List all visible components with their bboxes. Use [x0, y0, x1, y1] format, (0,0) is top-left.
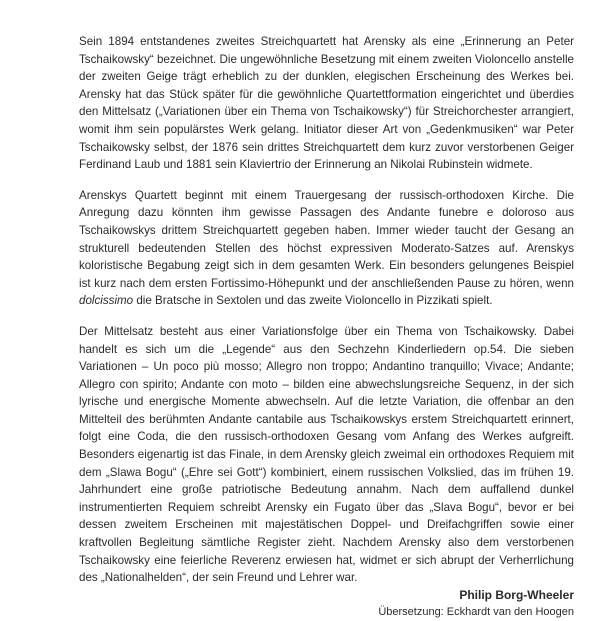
document-page — [79, 33, 574, 621]
translation-credit: Übersetzung: Eckhardt van den Hoogen — [378, 605, 574, 618]
paragraph-1: Sein 1894 entstandenes zweites Streichquartett hat Arensky als eine „Erinnerung an Peter Tschaikowsky“ bezeichnet. Die ungewöhnliche Besetzung mit einem zweiten Violoncello anstelle der zweiten Geige trägt erheblich zu der dunklen, elegischen Erscheinung des Werkes bei. Arensky hat das Stück später für die gewöhnliche Quartettformation eingerichtet und überdies den Mittelsatz („Variationen über ein Thema von Tschaikowsky“) für Streichorchester arrangiert, womit ihm sein populärstes Werk gelang. Initiator dieser Art von „Gedenkmusiken“ war Peter Tschaikowsky selbst, der 1876 sein drittes Streichquartett dem kurz zuvor verstorbenen Geiger Ferdinand Laub und 1881 sein Klaviertrio der Erinnerung an Nikolai Rubinstein widmete. — [79, 35, 574, 172]
paragraph-2 — [79, 187, 574, 310]
author-name: Philip Borg-Wheeler — [459, 587, 574, 602]
paragraph-3: Der Mittelsatz besteht aus einer Variationsfolge über ein Thema von Tschaikowsky. Dabei handelt es sich um die „Legende“ aus den Sechzehn Kinderliedern op.54. Die sieben Variationen – Un poco più mosso; Allegro non troppo; Andantino tranquillo; Vivace; Andante; Allegro con spirito; Andante con moto – bilden eine abwechslungsreiche Sequenz, in der sich lyrische und energische Momente abwechseln. Auf die letzte Variation, die offenbar an den Mittelteil des berühmten Andante cantabile aus Tschaikowskys erstem Streichquartett erinnert, folgt eine Coda, die den russisch-orthodoxen Gesang vom Anfang des Werkes aufgreift. Besonders eigenartig ist das Finale, in dem Arensky gleich zweimal ein orthodoxes Requiem mit dem „Slawa Bogu“ („Ehre sei Gott“) kombiniert, einem russischen Volkslied, das im frühen 19. Jahrhundert eine große patriotische Bedeutung annahm. Nach dem auffallend dunkel instrumentierten Requiem schreibt Arensky ein Fugato über das „Slava Bogu“, bevor er bei dessen zweitem Erscheinen mit majestätischen Doppel- und Dreifachgriffen sowie einer kraftvollen Begleitung sämtliche Register zieht. Nachdem Arensky also dem verstorbenen Tschaikowsky eine feierliche Reverenz erwiesen hat, widmet er sich abrupt der Verherrlichung des „Nationalhelden“, der sein Freund und Lehrer war. — [79, 324, 574, 585]
paragraph-2-text-after: die Bratsche in Sextolen und das zweite Violoncello in Pizzikati spielt. — [133, 294, 493, 308]
paragraph-2-italic-term: dolcissimo — [79, 294, 134, 308]
paragraph-2-text-before: Arenskys Quartett beginnt mit einem Trauergesang der russisch-orthodoxen Kirche. Die Anregung dazu könnten ihm gewisse Passagen des Andante funebre e doloroso aus Tschaikowskys drittem Streichquartett gegeben haben. Immer wieder taucht der Gesang an strukturell bedeutenden Stellen des höchst expressiven Moderato-Satzes auf. Arenskys koloristische Begabung zeigt sich in dem gesamten Werk. Ein besonders gelungenes Beispiel ist kurz nach dem ersten Fortissimo-Höhepunkt und der anschließenden Pause zu hören, wenn — [79, 188, 574, 290]
